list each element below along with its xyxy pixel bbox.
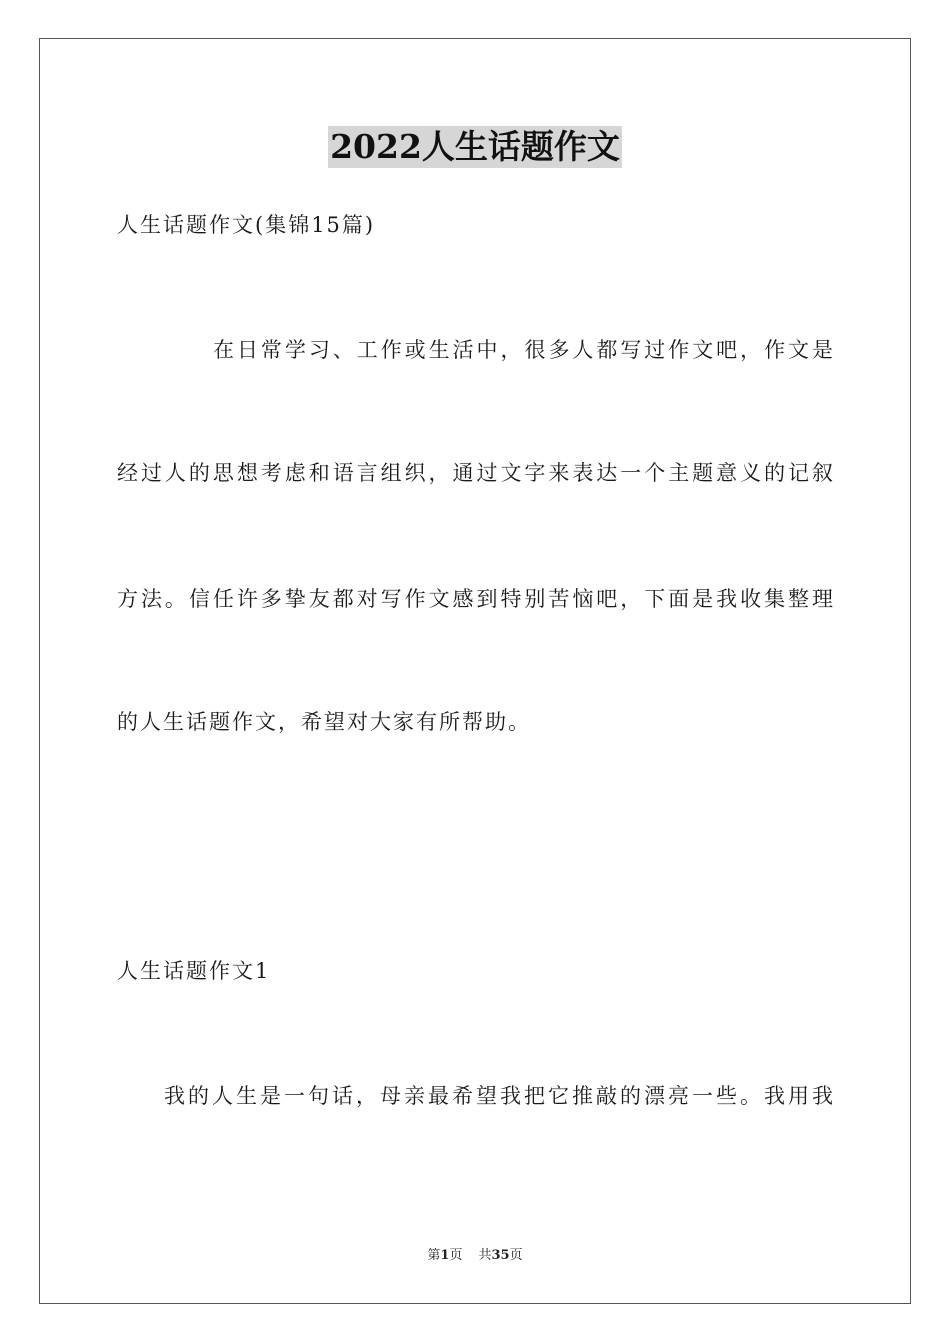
page-footer (0, 1247, 950, 1265)
section-first-line: 我的人生是一句话，母亲最希望我把它推敲的漂亮一些。我用我 (164, 1084, 833, 1108)
document-title: 2022人生话题作文 (330, 127, 620, 166)
footer-total-prefix: 共 (478, 1248, 492, 1263)
footer-total-pages: 35 (491, 1248, 510, 1263)
footer-total-suffix: 页 (509, 1248, 523, 1263)
footer-page-number: 1 (440, 1248, 450, 1263)
intro-line-2: 经过人的思想考虑和语言组织，通过文字来表达一个主题意义的记叙 (117, 461, 833, 485)
intro-line-1: 在日常学习、工作或生活中，很多人都写过作文吧，作文是 (213, 338, 833, 362)
section-heading: 人生话题作文1 (117, 959, 271, 983)
intro-line-3: 方法。信任许多挚友都对写作文感到特别苦恼吧，下面是我收集整理 (117, 587, 833, 611)
intro-line-4: 的人生话题作文，希望对大家有所帮助。 (117, 710, 531, 734)
document-subtitle: 人生话题作文(集锦15篇) (117, 213, 376, 237)
footer-page-prefix: 第 (427, 1248, 441, 1263)
footer-page-suffix: 页 (449, 1248, 463, 1263)
title-container (0, 126, 950, 168)
